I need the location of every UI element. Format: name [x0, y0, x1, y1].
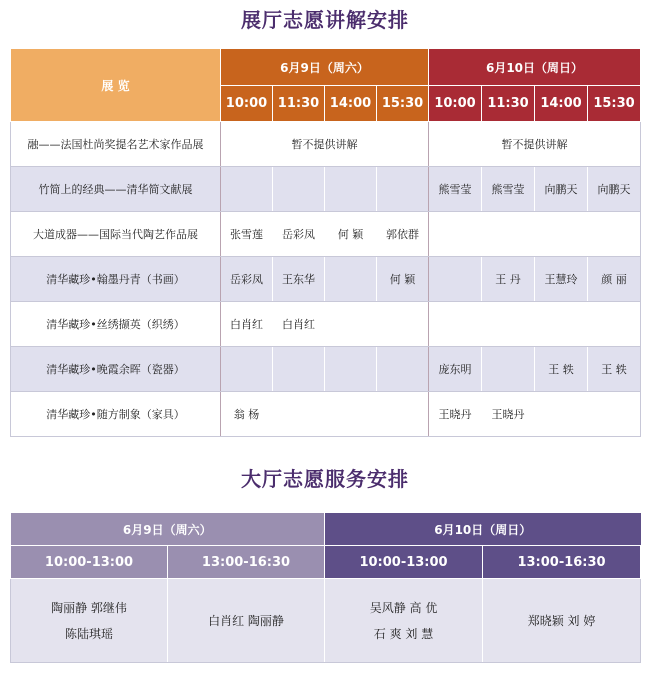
guide-cell: 岳彩凤 — [221, 257, 273, 302]
exhibit-name: 清华藏珍•翰墨丹青（书画） — [11, 257, 221, 302]
guide-cell — [482, 302, 535, 347]
guide-cell: 王东华 — [273, 257, 325, 302]
guide-cell: 郭依群 — [377, 212, 429, 257]
time-header: 15:30 — [377, 86, 429, 122]
exhibit-name: 大道成器——国际当代陶艺作品展 — [11, 212, 221, 257]
hall-service-title: 大厅志愿服务安排 — [241, 467, 409, 491]
volunteer-names: 吴风静 高 优 — [369, 600, 438, 615]
guide-cell — [325, 167, 377, 212]
guide-cell — [273, 347, 325, 392]
no-guide-note: 暂不提供讲解 — [429, 122, 641, 167]
day2-header: 6月10日（周日） — [325, 513, 641, 546]
guide-cell: 白肖红 — [221, 302, 273, 347]
table-row — [11, 257, 641, 302]
guide-cell — [482, 347, 535, 392]
guide-cell — [429, 212, 482, 257]
exhibit-name: 清华藏珍•随方制象（家具） — [11, 392, 221, 437]
guide-cell: 岳彩凤 — [273, 212, 325, 257]
guide-cell: 何 颖 — [325, 212, 377, 257]
guide-cell — [325, 347, 377, 392]
volunteer-names: 白肖红 陶丽静 — [208, 613, 284, 628]
guide-cell: 白肖红 — [273, 302, 325, 347]
table-row — [11, 122, 641, 167]
guide-cell: 向鹏天 — [535, 167, 588, 212]
guide-cell: 向鹏天 — [588, 167, 641, 212]
guide-cell — [482, 212, 535, 257]
guide-cell — [325, 257, 377, 302]
guide-cell — [429, 302, 482, 347]
day1-header: 6月9日（周六） — [221, 49, 429, 86]
volunteer-names: 石 爽 刘 慧 — [373, 626, 434, 641]
time-header: 14:00 — [325, 86, 377, 122]
guide-cell — [377, 347, 429, 392]
guide-cell: 王慧玲 — [535, 257, 588, 302]
slot-header: 10:00-13:00 — [11, 546, 168, 579]
guide-cell: 颜 丽 — [588, 257, 641, 302]
time-header: 15:30 — [588, 86, 641, 122]
day2-header: 6月10日（周日） — [429, 49, 641, 86]
guide-cell — [535, 212, 588, 257]
guide-cell — [377, 167, 429, 212]
guide-cell — [221, 347, 273, 392]
guide-cell — [273, 392, 325, 437]
day1-header: 6月9日（周六） — [11, 513, 325, 546]
guide-cell: 王晓丹 — [429, 392, 482, 437]
guide-cell — [588, 212, 641, 257]
guide-cell — [535, 392, 588, 437]
guide-cell: 翁 杨 — [221, 392, 273, 437]
guide-cell: 王晓丹 — [482, 392, 535, 437]
volunteer-names: 陈陆琪瑶 — [64, 626, 113, 641]
guide-cell: 王 丹 — [482, 257, 535, 302]
volunteer-names: 郑晓颖 刘 婷 — [527, 613, 596, 628]
volunteer-cell — [325, 579, 483, 663]
volunteer-names: 陶丽静 郭继伟 — [51, 600, 127, 615]
time-header: 11:30 — [482, 86, 535, 122]
guide-cell — [325, 392, 377, 437]
volunteer-cell — [11, 579, 168, 663]
volunteer-cell — [168, 579, 325, 663]
guide-cell — [588, 392, 641, 437]
exhibit-name: 清华藏珍•丝绣撷英（织绣） — [11, 302, 221, 347]
guide-cell: 庞东明 — [429, 347, 482, 392]
guide-cell — [588, 302, 641, 347]
exhibit-name: 清华藏珍•晚霞余晖（瓷器） — [11, 347, 221, 392]
guide-cell: 王 轶 — [588, 347, 641, 392]
exhibit-name: 融——法国杜尚奖提名艺术家作品展 — [11, 122, 221, 167]
guide-cell: 熊雪莹 — [429, 167, 482, 212]
volunteer-cell — [483, 579, 641, 663]
time-header: 14:00 — [535, 86, 588, 122]
no-guide-note: 暂不提供讲解 — [221, 122, 429, 167]
hall-service-table — [10, 513, 641, 663]
guide-cell — [429, 257, 482, 302]
exhibit-column-header: 展 览 — [11, 49, 221, 122]
table-row — [11, 392, 641, 437]
table-row — [11, 212, 641, 257]
guide-cell — [377, 392, 429, 437]
time-header: 10:00 — [221, 86, 273, 122]
time-header: 11:30 — [273, 86, 325, 122]
guide-schedule-table — [10, 48, 641, 437]
guide-cell: 王 轶 — [535, 347, 588, 392]
table-row — [11, 302, 641, 347]
time-header: 10:00 — [429, 86, 482, 122]
slot-header: 10:00-13:00 — [325, 546, 483, 579]
guide-cell — [325, 302, 377, 347]
guide-cell — [273, 167, 325, 212]
slot-header: 13:00-16:30 — [168, 546, 325, 579]
guide-cell — [535, 302, 588, 347]
guide-schedule-title: 展厅志愿讲解安排 — [241, 8, 409, 32]
table-row — [11, 167, 641, 212]
guide-cell: 熊雪莹 — [482, 167, 535, 212]
table-row — [11, 347, 641, 392]
slot-header: 13:00-16:30 — [483, 546, 641, 579]
exhibit-name: 竹简上的经典——清华简文献展 — [11, 167, 221, 212]
guide-cell — [377, 302, 429, 347]
guide-cell — [221, 167, 273, 212]
guide-cell: 张雪莲 — [221, 212, 273, 257]
guide-cell: 何 颖 — [377, 257, 429, 302]
